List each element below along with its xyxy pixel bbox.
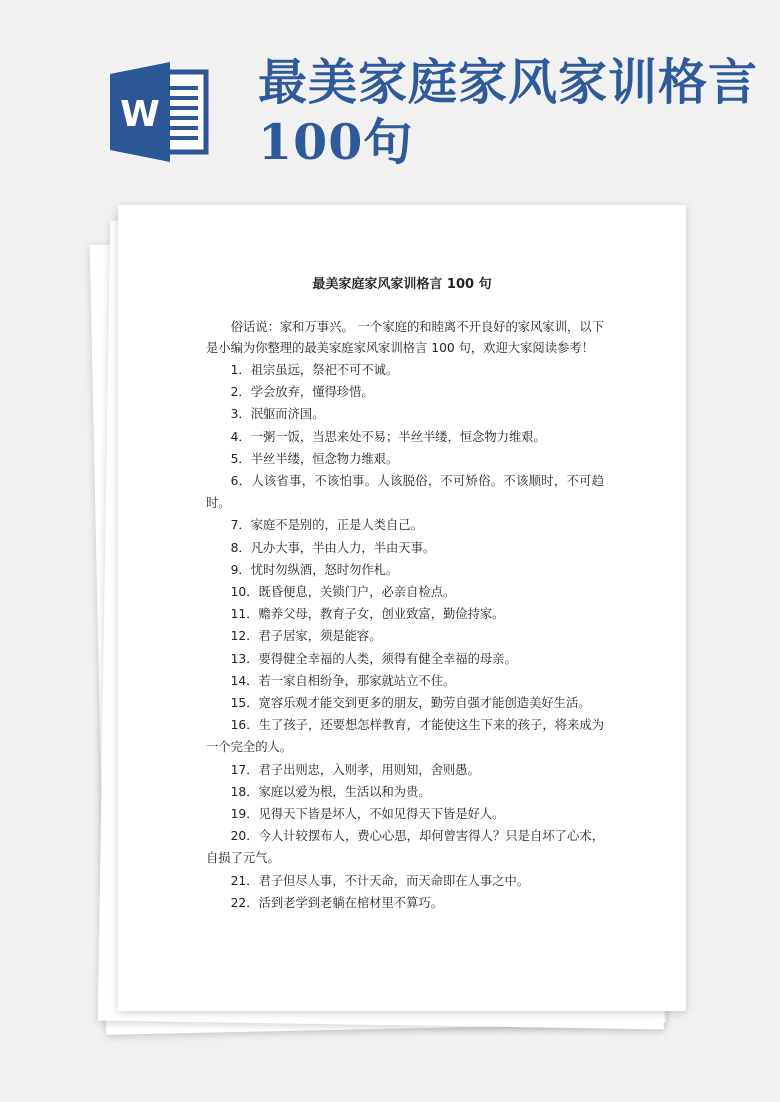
hero-title: 最美家庭家风家训格言100句 bbox=[258, 53, 759, 171]
list-item: 10．既昏便息，关锁门户，必亲自检点。 bbox=[230, 585, 456, 600]
svg-text:W: W bbox=[120, 94, 160, 135]
document-preview bbox=[96, 205, 696, 1045]
list-item: 2．学会放弃，懂得珍惜。 bbox=[230, 385, 374, 400]
list-item: 18．家庭以爱为根，生活以和为贵。 bbox=[230, 784, 431, 799]
list-item: 17．君子出则忠，入则孝，用则知，舍则愚。 bbox=[230, 762, 480, 777]
list-item: 15．宽容乐观才能交到更多的朋友，勤劳自强才能创造美好生活。 bbox=[230, 696, 591, 711]
document-body bbox=[206, 317, 604, 914]
list-item: 16．生了孩子，还要想怎样教育，才能使这生下来的孩子，将来成为一个完全的人。 bbox=[206, 718, 604, 755]
list-item: 4．一粥一饭，当思来处不易；半丝半缕，恒念物力维艰。 bbox=[230, 429, 546, 444]
list-item: 20．今人计较摆布人，费心心思，却何曾害得人？只是自坏了心术，自损了元气。 bbox=[206, 829, 604, 866]
list-item: 14．若一家自相纷争，那家就站立不住。 bbox=[230, 673, 456, 688]
document-page bbox=[118, 205, 686, 1011]
list-item: 7．家庭不是别的，正是人类自己。 bbox=[230, 518, 423, 533]
word-doc-icon bbox=[108, 62, 210, 162]
list-item: 3．泯躯而济国。 bbox=[230, 407, 325, 422]
list-item: 1．祖宗虽远，祭祀不可不诚。 bbox=[230, 363, 399, 377]
list-item: 5．半丝半缕，恒念物力维艰。 bbox=[230, 451, 399, 466]
intro-paragraph: 俗话说：家和万事兴。 一个家庭的和睦离不开良好的家风家训，以下是小编为你整理的最美家庭家风家训格言 100 句，欢迎大家阅读参考！ bbox=[206, 320, 604, 355]
list-item: 13．要得健全幸福的人类，须得有健全幸福的母亲。 bbox=[230, 651, 517, 666]
list-item: 22．活到老学到老躺在棺材里不算巧。 bbox=[230, 895, 443, 910]
list-item: 8．凡办大事，半由人力，半由天事。 bbox=[230, 540, 436, 555]
list-item: 12．君子居家，须是能容。 bbox=[230, 629, 382, 644]
hero-banner bbox=[0, 0, 780, 200]
list-item: 6．人该省事，不该怕事。人该脱俗，不可矫俗。不该顺时，不可趋时。 bbox=[206, 474, 604, 511]
list-item: 9．忧时勿纵酒，怒时勿作札。 bbox=[230, 562, 399, 577]
list-item: 21．君子但尽人事，不计天命，而天命即在人事之中。 bbox=[230, 873, 530, 888]
document-title: 最美家庭家风家训格言 100 句 bbox=[312, 277, 492, 292]
list-item: 19．见得天下皆是坏人，不如见得天下皆是好人。 bbox=[230, 807, 505, 822]
list-item: 11．赡养父母，教育子女，创业致富，勤俭持家。 bbox=[230, 607, 505, 622]
